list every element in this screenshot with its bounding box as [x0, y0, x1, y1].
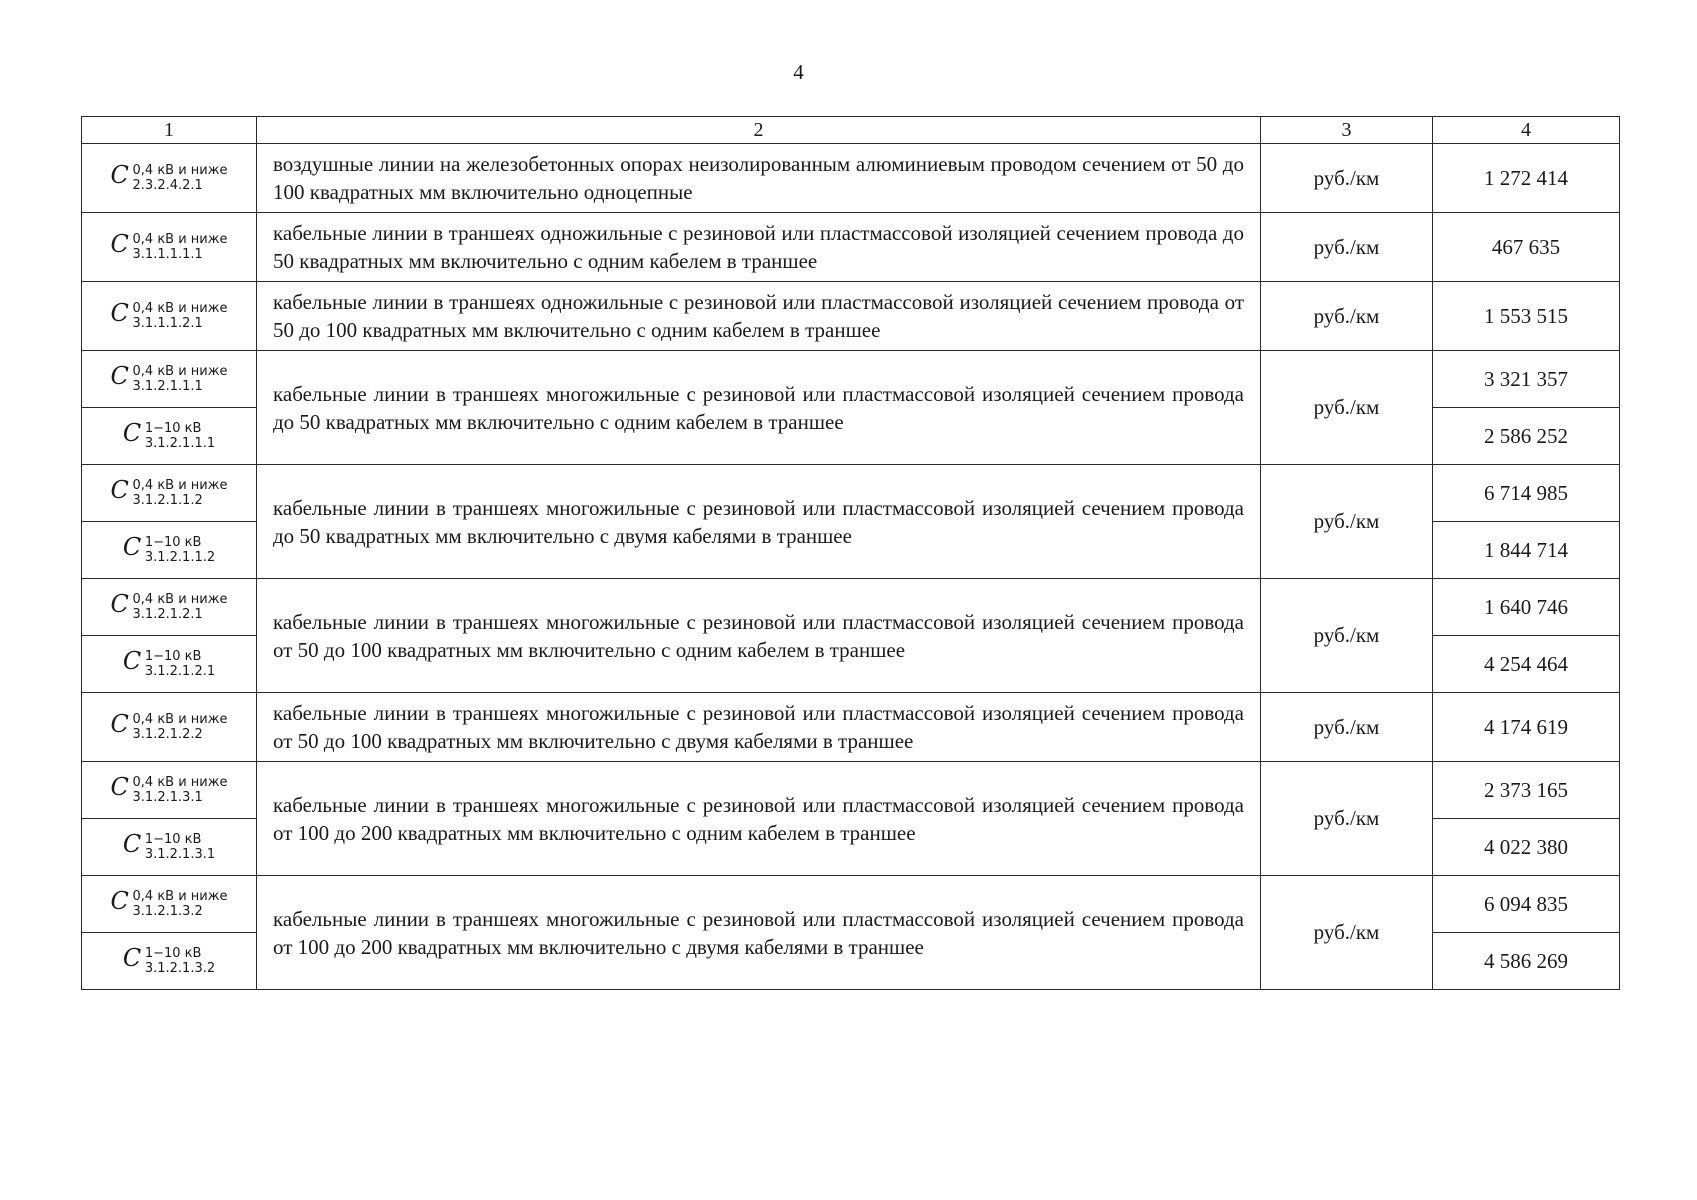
table-row — [82, 282, 1620, 351]
unit-cell: руб./км — [1261, 351, 1433, 465]
rate-code — [122, 646, 216, 679]
rate-symbol: C — [122, 532, 142, 561]
voltage-class: 0,4 кВ и ниже — [132, 231, 228, 247]
rate-value-cell: 2 586 252 — [1433, 408, 1620, 465]
rate-index: 3.1.2.1.3.2 — [144, 960, 216, 976]
rate-code — [110, 475, 228, 508]
rate-value-cell: 1 640 746 — [1433, 579, 1620, 636]
rate-index: 3.1.2.1.2.1 — [132, 606, 203, 622]
description-cell: кабельные линии в траншеях многожильные с резиновой или пластмассовой изоляцией сечением провода от 50 до 100 квадратных мм включительно с двумя кабелями в траншее — [257, 693, 1261, 762]
table-row — [82, 579, 1620, 636]
rate-code-cell — [82, 693, 257, 762]
rate-code — [110, 589, 228, 622]
rate-code — [110, 229, 228, 262]
rate-code-cell — [82, 282, 257, 351]
table-row — [82, 693, 1620, 762]
description-cell: кабельные линии в траншеях многожильные с резиновой или пластмассовой изоляцией сечением провода до 50 квадратных мм включительно с одним кабелем в траншее — [257, 351, 1261, 465]
rate-value-cell: 3 321 357 — [1433, 351, 1620, 408]
unit-cell: руб./км — [1261, 579, 1433, 693]
rate-symbol: C — [110, 361, 129, 390]
rate-value-cell: 4 254 464 — [1433, 636, 1620, 693]
rate-value-cell: 1 844 714 — [1433, 522, 1620, 579]
rate-value-cell: 2 373 165 — [1433, 762, 1620, 819]
voltage-class: 0,4 кВ и ниже — [132, 591, 228, 607]
rate-index: 3.1.2.1.3.1 — [144, 846, 216, 862]
rate-code — [110, 709, 228, 742]
description-cell: кабельные линии в траншеях многожильные с резиновой или пластмассовой изоляцией сечением провода от 100 до 200 квадратных мм включительно с одним кабелем в траншее — [257, 762, 1261, 876]
rate-code-cell — [82, 522, 257, 579]
unit-cell: руб./км — [1261, 693, 1433, 762]
rates-table-body — [82, 117, 1620, 990]
rate-index: 3.1.2.1.3.2 — [132, 903, 203, 919]
voltage-class: 0,4 кВ и ниже — [132, 477, 228, 493]
unit-cell: руб./км — [1261, 465, 1433, 579]
rate-value-cell: 4 586 269 — [1433, 933, 1620, 990]
rate-index: 3.1.1.1.2.1 — [132, 315, 203, 331]
page-number: 4 — [793, 60, 804, 84]
header-cell: 3 — [1261, 117, 1433, 144]
rate-index: 3.1.1.1.1.1 — [132, 246, 203, 262]
table-row — [82, 144, 1620, 213]
rate-symbol: C — [110, 160, 129, 189]
rate-symbol: C — [122, 943, 142, 972]
header-cell: 1 — [82, 117, 257, 144]
rate-code-cell — [82, 213, 257, 282]
rate-code-cell — [82, 144, 257, 213]
voltage-class: 1−10 кВ — [144, 831, 202, 847]
header-row — [82, 117, 1620, 144]
rate-code-cell — [82, 762, 257, 819]
description-cell: воздушные линии на железобетонных опорах неизолированным алюминиевым проводом сечением от 50 до 100 квадратных мм включительно одноцепные — [257, 144, 1261, 213]
rate-index: 3.1.2.1.2.1 — [144, 663, 216, 679]
rate-code — [122, 829, 216, 862]
rate-symbol: C — [122, 646, 142, 675]
unit-cell: руб./км — [1261, 876, 1433, 990]
rate-code — [110, 772, 228, 805]
rate-symbol: C — [122, 418, 142, 447]
unit-cell: руб./км — [1261, 282, 1433, 351]
voltage-class: 1−10 кВ — [144, 945, 202, 961]
rate-value-cell: 6 714 985 — [1433, 465, 1620, 522]
rate-symbol: C — [110, 589, 129, 618]
description-cell: кабельные линии в траншеях одножильные с резиновой или пластмассовой изоляцией сечением провода от 50 до 100 квадратных мм включительно с одним кабелем в траншее — [257, 282, 1261, 351]
rate-symbol: C — [110, 229, 129, 258]
rate-value-cell: 1 272 414 — [1433, 144, 1620, 213]
rate-symbol: C — [110, 298, 129, 327]
rate-code — [122, 532, 216, 565]
rate-value-cell: 4 174 619 — [1433, 693, 1620, 762]
rate-index: 3.1.2.1.1.1 — [144, 435, 216, 451]
rate-symbol: C — [110, 709, 129, 738]
rate-code-cell — [82, 351, 257, 408]
table-row — [82, 465, 1620, 522]
description-cell: кабельные линии в траншеях одножильные с резиновой или пластмассовой изоляцией сечением провода до 50 квадратных мм включительно с одним кабелем в траншее — [257, 213, 1261, 282]
rate-index: 3.1.2.1.3.1 — [132, 789, 203, 805]
header-cell: 4 — [1433, 117, 1620, 144]
rate-code — [110, 298, 228, 331]
header-cell: 2 — [257, 117, 1261, 144]
rate-code — [110, 361, 228, 394]
rates-table — [81, 116, 1620, 990]
voltage-class: 0,4 кВ и ниже — [132, 888, 228, 904]
rate-index: 3.1.2.1.1.2 — [144, 549, 216, 565]
rate-symbol: C — [110, 475, 129, 504]
table-row — [82, 213, 1620, 282]
rate-value-cell: 6 094 835 — [1433, 876, 1620, 933]
voltage-class: 0,4 кВ и ниже — [132, 363, 228, 379]
rate-value-cell: 4 022 380 — [1433, 819, 1620, 876]
unit-cell: руб./км — [1261, 213, 1433, 282]
rate-code-cell — [82, 876, 257, 933]
rate-code — [110, 160, 228, 193]
voltage-class: 1−10 кВ — [144, 648, 202, 664]
unit-cell: руб./км — [1261, 144, 1433, 213]
rate-index: 3.1.2.1.2.2 — [132, 726, 203, 742]
rate-value-cell: 467 635 — [1433, 213, 1620, 282]
rate-symbol: C — [122, 829, 142, 858]
rate-code-cell — [82, 465, 257, 522]
description-cell: кабельные линии в траншеях многожильные с резиновой или пластмассовой изоляцией сечением провода от 100 до 200 квадратных мм включительно с двумя кабелями в траншее — [257, 876, 1261, 990]
rate-index: 2.3.2.4.2.1 — [132, 177, 203, 193]
description-cell: кабельные линии в траншеях многожильные с резиновой или пластмассовой изоляцией сечением провода до 50 квадратных мм включительно с двумя кабелями в траншее — [257, 465, 1261, 579]
rate-code-cell — [82, 933, 257, 990]
rate-symbol: C — [110, 772, 129, 801]
description-cell: кабельные линии в траншеях многожильные с резиновой или пластмассовой изоляцией сечением провода от 50 до 100 квадратных мм включительно с одним кабелем в траншее — [257, 579, 1261, 693]
voltage-class: 0,4 кВ и ниже — [132, 711, 228, 727]
rate-code — [122, 418, 216, 451]
unit-cell: руб./км — [1261, 762, 1433, 876]
table-row — [82, 876, 1620, 933]
rate-code-cell — [82, 819, 257, 876]
rate-code-cell — [82, 636, 257, 693]
rate-code — [110, 886, 228, 919]
rate-code-cell — [82, 579, 257, 636]
voltage-class: 0,4 кВ и ниже — [132, 774, 228, 790]
rate-index: 3.1.2.1.1.2 — [132, 492, 203, 508]
rate-index: 3.1.2.1.1.1 — [132, 378, 203, 394]
voltage-class: 1−10 кВ — [144, 534, 202, 550]
table-row — [82, 351, 1620, 408]
voltage-class: 0,4 кВ и ниже — [132, 162, 228, 178]
rate-value-cell: 1 553 515 — [1433, 282, 1620, 351]
voltage-class: 0,4 кВ и ниже — [132, 300, 228, 316]
voltage-class: 1−10 кВ — [144, 420, 202, 436]
rate-code — [122, 943, 216, 976]
rate-symbol: C — [110, 886, 129, 915]
rate-code-cell — [82, 408, 257, 465]
table-row — [82, 762, 1620, 819]
